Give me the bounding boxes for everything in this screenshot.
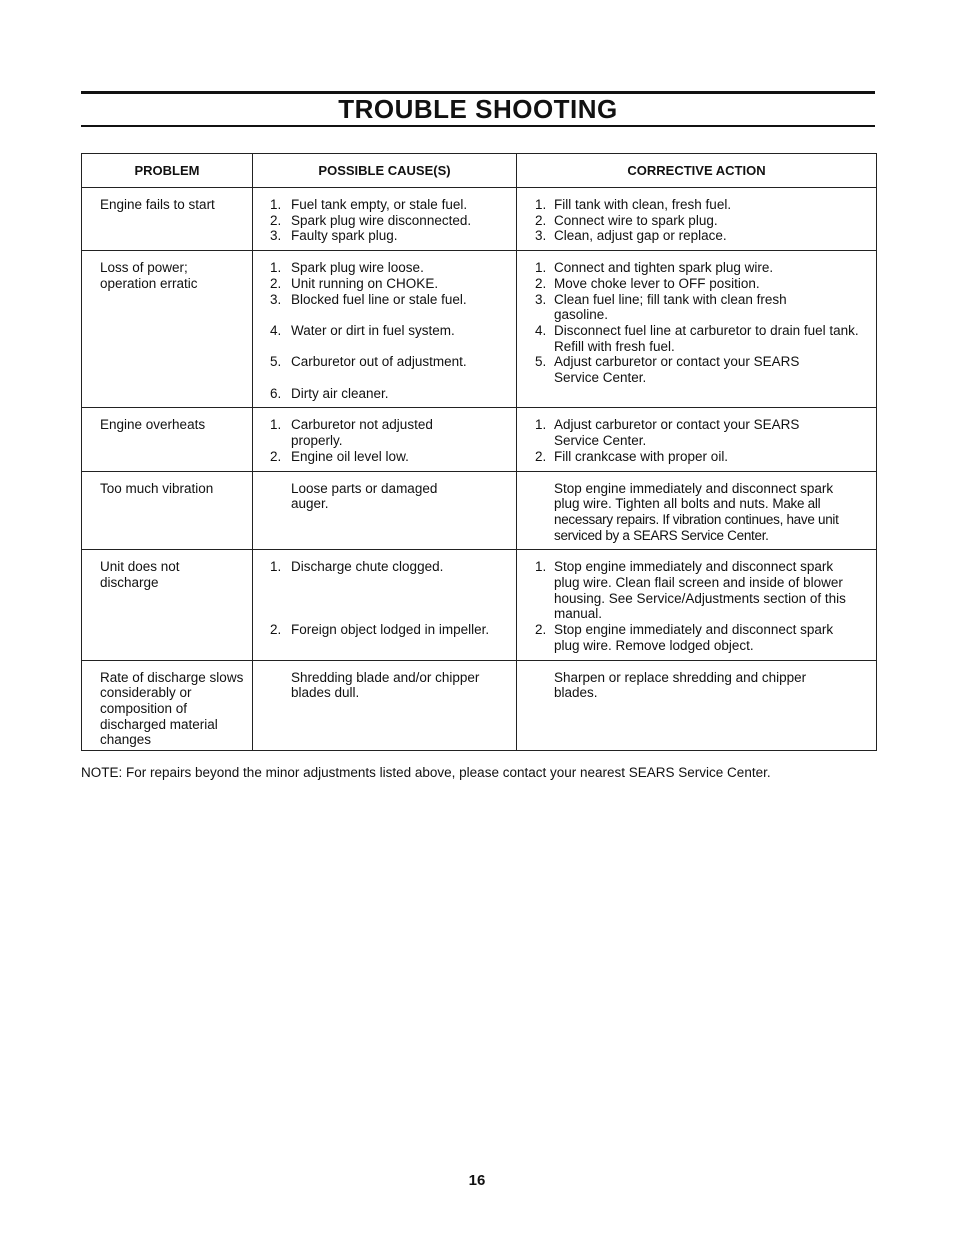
problem-cell [82, 188, 253, 251]
problem-text: Loss of power; operation erratic [100, 260, 198, 291]
header-possible-causes: POSSIBLE CAUSE(S) [253, 154, 517, 188]
problem-text: Engine overheats [100, 417, 206, 433]
list-item: 4. Disconnect fuel line at carburetor to drain fuel tank. Refill with fresh fuel. [535, 322, 859, 354]
list-item: 5. Adjust carburetor or contact your SEARS Service Center. [535, 354, 800, 386]
list-item: 2. Foreign object lodged in impeller. [270, 622, 490, 638]
list-item: 2. Engine oil level low. [270, 448, 409, 464]
list-item: 1. Connect and tighten spark plug wire. [535, 260, 774, 276]
page-number: 16 [468, 1172, 486, 1189]
problem-cell [82, 251, 253, 408]
causes-cell [253, 251, 517, 408]
actions-cell [517, 550, 877, 660]
causes-cell [253, 660, 517, 751]
list-item: 1. Stop engine immediately and disconnect spark plug wire. Clean flail screen and inside of blower housing. See Service/Adjustments section of this manual. [535, 559, 846, 622]
problem-text: Too much vibration [100, 480, 214, 496]
table-row [82, 188, 877, 251]
actions-cell [517, 471, 877, 550]
causes-cell [253, 550, 517, 660]
cause-text: Shredding blade and/or chipper blades dull. [291, 669, 480, 701]
table-row [82, 408, 877, 471]
actions-cell [517, 251, 877, 408]
list-item: 2. Connect wire to spark plug. [535, 212, 718, 228]
header-corrective-action: CORRECTIVE ACTION [517, 154, 877, 188]
list-item: 2. Unit running on CHOKE. [270, 275, 439, 291]
problem-cell [82, 550, 253, 660]
problem-text: Engine fails to start [100, 197, 215, 212]
table-row [82, 251, 877, 408]
causes-cell [253, 188, 517, 251]
list-item: 1. Discharge chute clogged. [270, 559, 444, 575]
cause-text: Loose parts or damaged auger. [291, 480, 438, 512]
list-item: 6. Dirty air cleaner. [270, 385, 389, 401]
list-item: 5. Carburetor out of adjustment. [270, 354, 467, 370]
actions-cell [517, 408, 877, 471]
list-item: 3. Faulty spark plug. [270, 228, 398, 244]
actions-cell [517, 660, 877, 751]
list-item: 2. Fill crankcase with proper oil. [535, 448, 729, 464]
page-title: TROUBLE SHOOTING [338, 94, 618, 124]
title-rule-bottom [81, 125, 875, 127]
list-item: 3. Clean, adjust gap or replace. [535, 228, 727, 244]
table-header-row [82, 154, 877, 188]
problem-text: Unit does not discharge [100, 559, 180, 591]
causes-cell [253, 408, 517, 471]
list-item: 1. Fill tank with clean, fresh fuel. [535, 197, 732, 212]
table-row [82, 660, 877, 751]
list-item: 2. Spark plug wire disconnected. [270, 212, 472, 228]
problem-cell [82, 408, 253, 471]
table-row [82, 550, 877, 660]
footnote: NOTE: For repairs beyond the minor adjustments listed above, please contact your nearest SEARS Service Center. [81, 765, 771, 780]
troubleshooting-table [81, 153, 877, 751]
list-item: 4. Water or dirt in fuel system. [270, 322, 455, 338]
actions-cell [517, 188, 877, 251]
list-item: 1. Fuel tank empty, or stale fuel. [270, 197, 468, 212]
problem-cell [82, 660, 253, 751]
causes-cell [253, 471, 517, 550]
table-row [82, 471, 877, 550]
header-problem: PROBLEM [82, 154, 253, 188]
action-text: Sharpen or replace shredding and chipper blades. [554, 669, 807, 701]
problem-text: Rate of discharge slows considerably or composition of discharged material changes [100, 669, 244, 748]
problem-cell [82, 471, 253, 550]
list-item: 1. Carburetor not adjusted properly. [270, 417, 433, 449]
list-item: 3. Blocked fuel line or stale fuel. [270, 291, 467, 307]
list-item: 2. Move choke lever to OFF position. [535, 275, 760, 291]
list-item: 1. Spark plug wire loose. [270, 260, 424, 276]
action-text: Stop engine immediately and disconnect spark plug wire. Tighten all bolts and nuts. Make all necessary repairs. If vibration continues, have unit serviced by a SEARS Service Center. [554, 480, 839, 543]
list-item: 1. Adjust carburetor or contact your SEARS Service Center. [535, 417, 800, 449]
list-item: 2. Stop engine immediately and disconnect spark plug wire. Remove lodged object. [535, 622, 834, 653]
list-item: 3. Clean fuel line; fill tank with clean fresh gasoline. [535, 291, 787, 323]
